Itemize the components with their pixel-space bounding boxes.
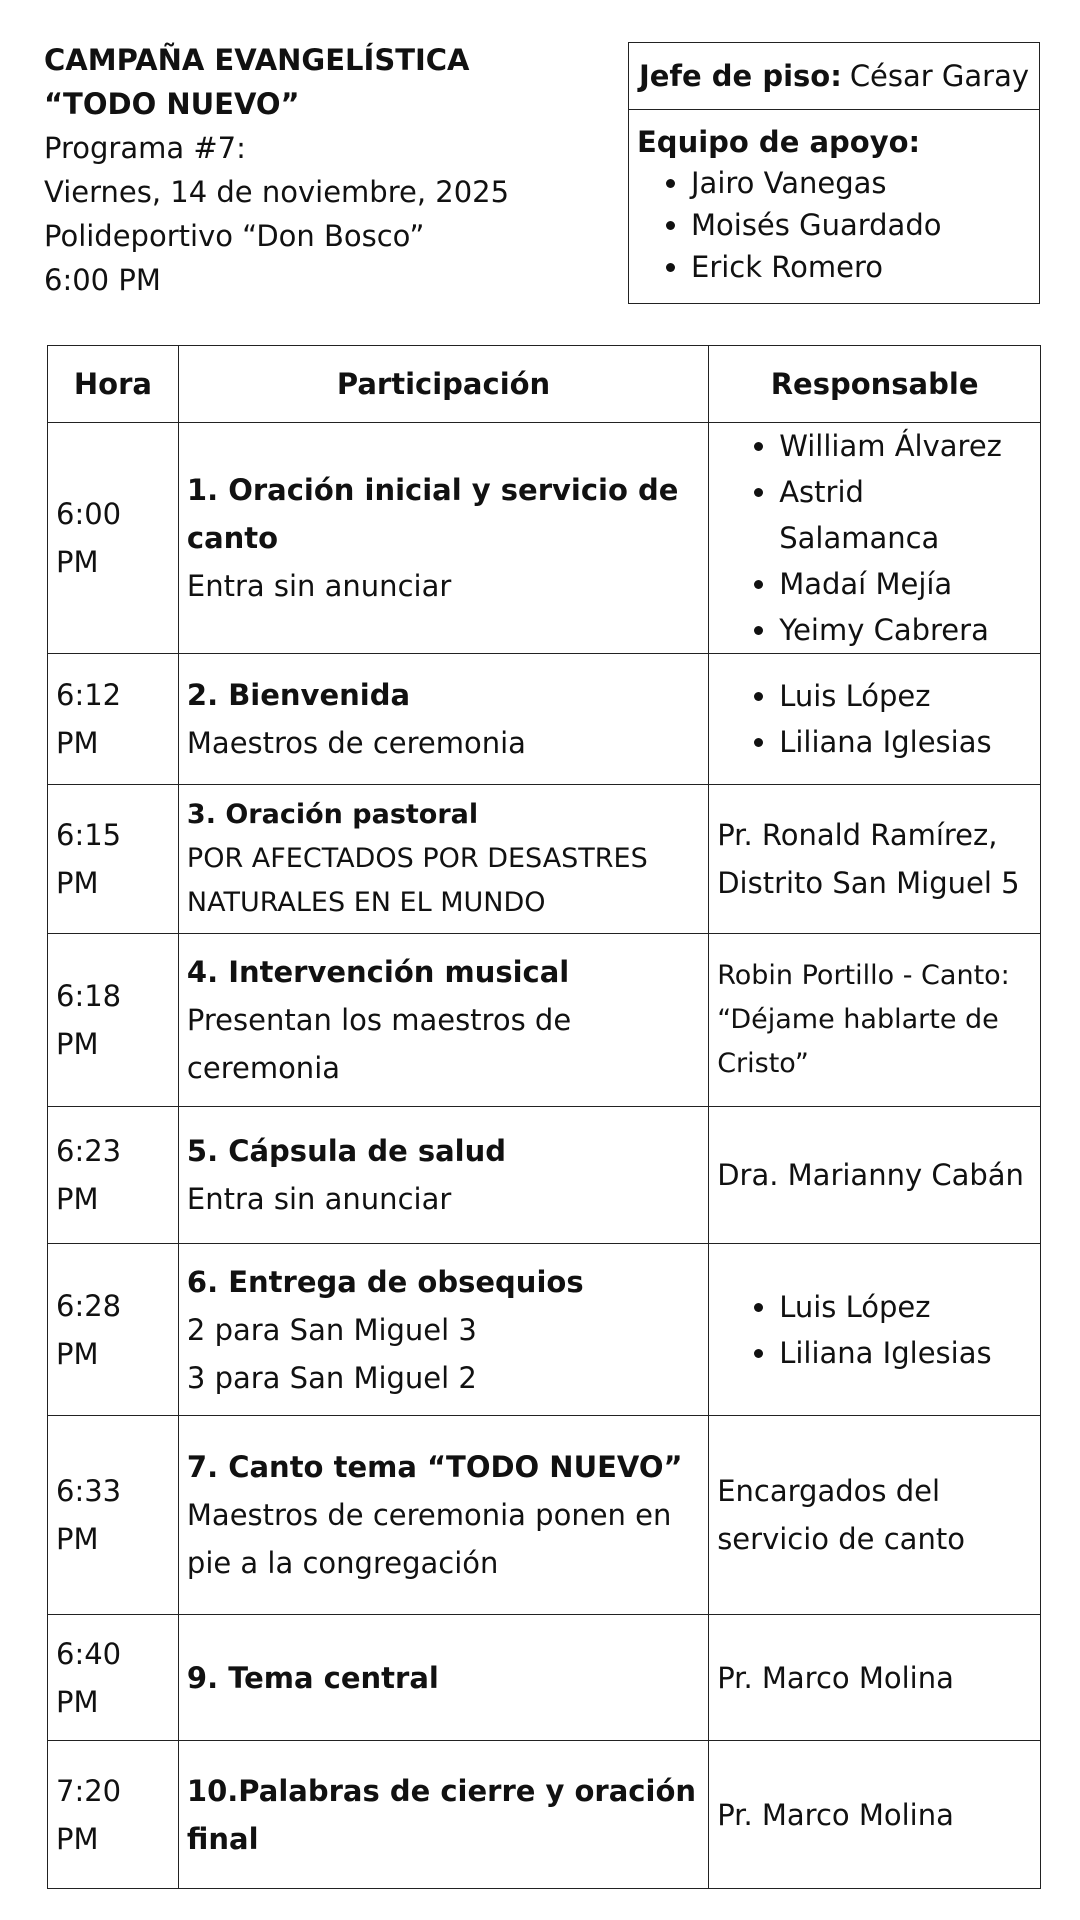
row-participation — [178, 1615, 708, 1741]
row-time: 7:20 PM — [48, 1741, 179, 1889]
item-title: 4. Intervención musical — [186, 955, 570, 989]
responsible-list — [717, 1284, 1032, 1376]
item-title: 1. Oración inicial y servicio de canto — [186, 473, 679, 555]
responsible-list — [717, 423, 1032, 653]
item-title: 7. Canto tema “TODO NUEVO” — [186, 1450, 683, 1484]
item-subtitle: Entra sin anunciar — [186, 569, 452, 603]
row-responsible: Robin Portillo - Canto: “Déjame hablarte de Cristo” — [709, 934, 1041, 1107]
support-team-label: Equipo de apoyo: — [637, 125, 921, 159]
table-row — [48, 1107, 1041, 1244]
item-subtitle: Maestros de ceremonia — [186, 726, 526, 760]
item-subtitle-line: 2 para San Miguel 3 — [186, 1312, 477, 1347]
responsible-person: • Luis López — [779, 673, 1032, 719]
row-participation — [178, 1416, 708, 1615]
row-participation — [178, 1741, 708, 1889]
table-row — [48, 1615, 1041, 1741]
row-responsible: Pr. Marco Molina — [709, 1615, 1041, 1741]
row-time: 6:40 PM — [48, 1615, 179, 1741]
item-subtitle-line: 3 para San Miguel 2 — [186, 1360, 477, 1395]
item-title: 9. Tema central — [186, 1660, 439, 1695]
responsible-person: • William Álvarez — [779, 423, 1032, 469]
support-team-member: • Moisés Guardado — [691, 204, 1031, 246]
responsible-person: • Luis López — [779, 1284, 1032, 1330]
event-time: 6:00 PM — [44, 263, 161, 297]
row-participation — [178, 934, 708, 1107]
column-header-participation: Participación — [178, 346, 708, 423]
row-responsible — [709, 423, 1041, 654]
table-header-row — [48, 346, 1041, 423]
row-time: 6:18 PM — [48, 934, 179, 1107]
row-time: 6:23 PM — [48, 1107, 179, 1244]
responsible-person: • Madaí Mejía — [779, 561, 1032, 607]
row-participation — [178, 1244, 708, 1416]
row-time: 6:15 PM — [48, 785, 179, 934]
row-responsible — [709, 654, 1041, 785]
floor-chief-name: César Garay — [849, 59, 1030, 93]
team-box — [628, 42, 1040, 304]
campaign-title-line1: CAMPAÑA EVANGELÍSTICA — [44, 43, 470, 77]
table-row — [48, 1244, 1041, 1416]
responsible-person: • Liliana Iglesias — [779, 719, 1032, 765]
support-team-member: • Jairo Vanegas — [691, 162, 1031, 204]
row-responsible: Encargados del servicio de canto — [709, 1416, 1041, 1615]
item-subtitle: Maestros de ceremonia ponen en pie a la congregación — [186, 1498, 672, 1580]
row-time: 6:28 PM — [48, 1244, 179, 1416]
row-time: 6:00 PM — [48, 423, 179, 654]
campaign-header — [44, 38, 604, 302]
item-subtitle: POR AFECTADOS POR DESASTRES NATURALES EN EL MUNDO — [186, 843, 648, 918]
item-title: 5. Cápsula de salud — [186, 1134, 507, 1168]
item-title: 6. Entrega de obsequios — [186, 1264, 584, 1299]
row-time: 6:33 PM — [48, 1416, 179, 1615]
row-participation — [178, 654, 708, 785]
responsible-person: • Liliana Iglesias — [779, 1330, 1032, 1376]
item-subtitle: Entra sin anunciar — [186, 1182, 452, 1216]
row-responsible — [709, 1244, 1041, 1416]
event-venue: Polideportivo “Don Bosco” — [44, 219, 425, 253]
table-row — [48, 1741, 1041, 1889]
responsible-person: • Astrid Salamanca — [779, 469, 1032, 561]
campaign-title-line2: “TODO NUEVO” — [44, 87, 300, 121]
table-row — [48, 654, 1041, 785]
program-number: Programa #7: — [44, 131, 246, 165]
table-row — [48, 934, 1041, 1107]
row-participation — [178, 1107, 708, 1244]
column-header-responsible: Responsable — [709, 346, 1041, 423]
item-title: 10.Palabras de cierre y oración final — [186, 1773, 697, 1856]
floor-chief-label: Jefe de piso: — [638, 59, 842, 93]
responsible-list — [717, 673, 1032, 765]
support-team — [629, 110, 1039, 288]
support-team-list — [637, 162, 1031, 288]
row-time: 6:12 PM — [48, 654, 179, 785]
table-row — [48, 785, 1041, 934]
row-participation — [178, 423, 708, 654]
row-responsible: Pr. Marco Molina — [709, 1741, 1041, 1889]
responsible-person: • Yeimy Cabrera — [779, 607, 1032, 653]
column-header-time: Hora — [48, 346, 179, 423]
floor-chief — [629, 43, 1039, 110]
item-title: 3. Oración pastoral — [186, 799, 479, 830]
item-subtitle: Presentan los maestros de ceremonia — [186, 1003, 572, 1085]
event-date: Viernes, 14 de noviembre, 2025 — [44, 175, 510, 209]
table-row — [48, 423, 1041, 654]
item-title: 2. Bienvenida — [186, 678, 411, 712]
row-responsible: Pr. Ronald Ramírez, Distrito San Miguel 5 — [709, 785, 1041, 934]
support-team-member: • Erick Romero — [691, 246, 1031, 288]
table-row — [48, 1416, 1041, 1615]
schedule-table — [47, 345, 1041, 1889]
row-participation — [178, 785, 708, 934]
row-responsible: Dra. Marianny Cabán — [709, 1107, 1041, 1244]
